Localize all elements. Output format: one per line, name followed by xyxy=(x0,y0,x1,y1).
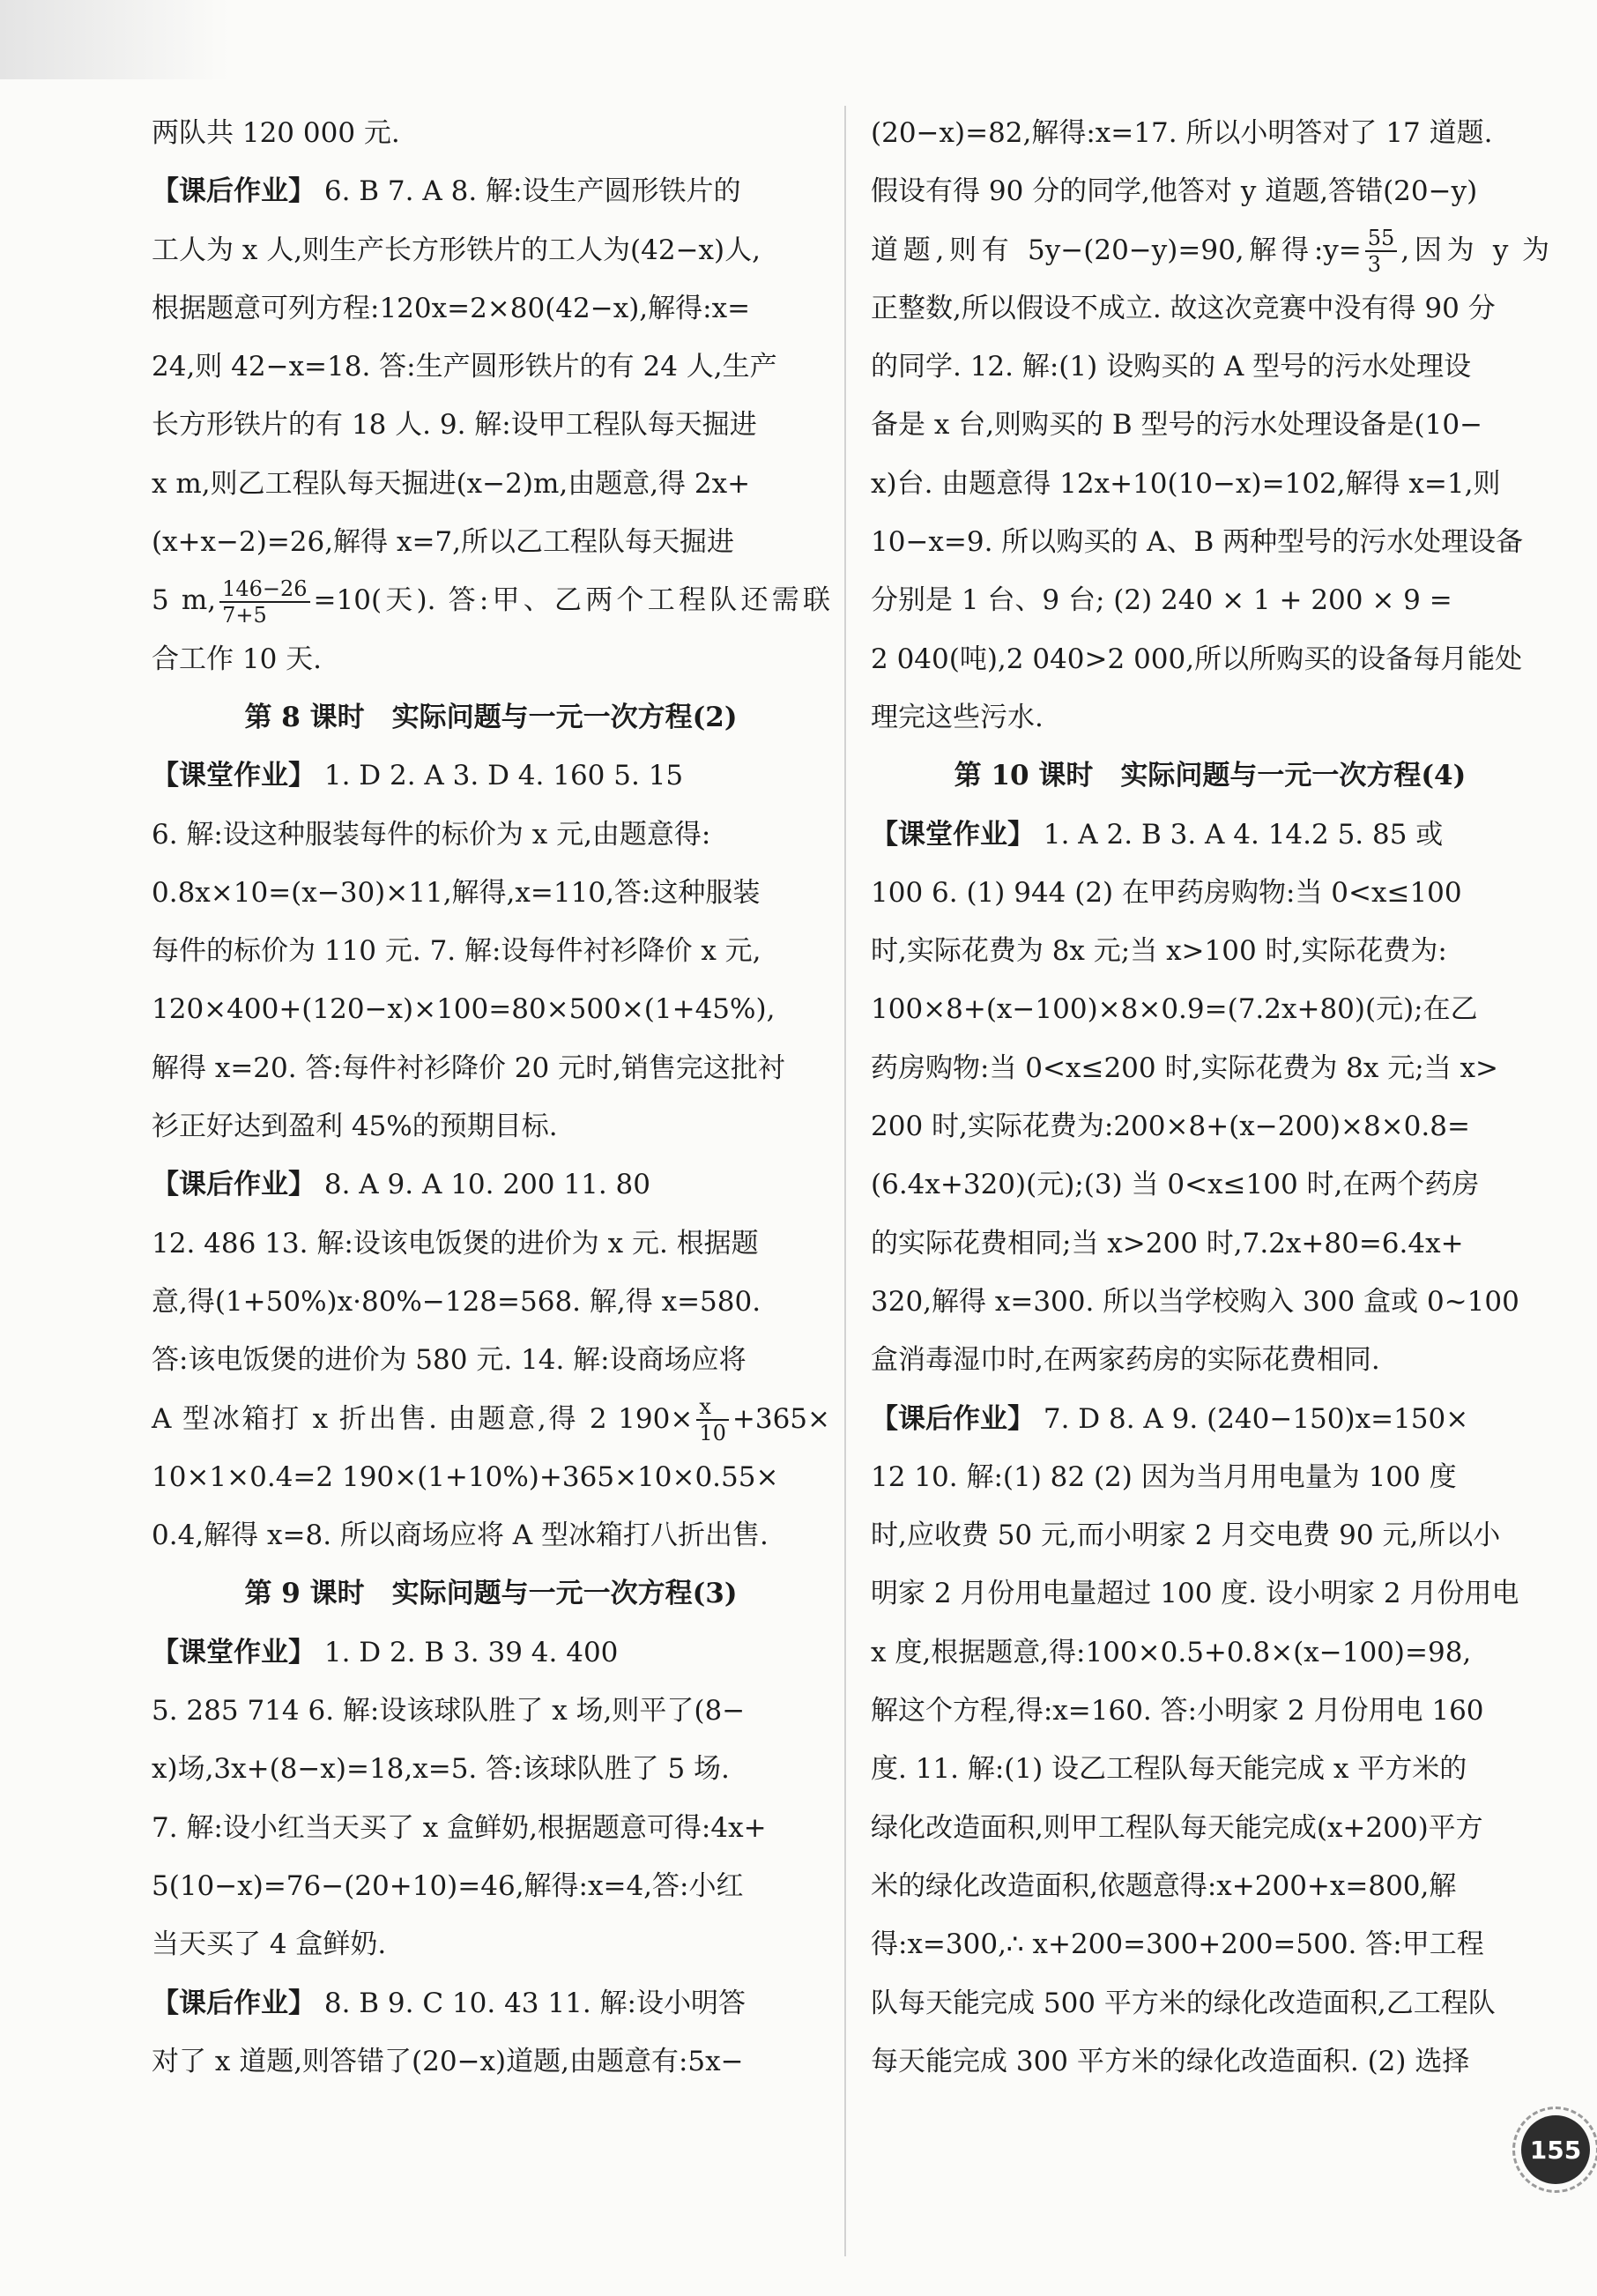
text-line: 意,得(1+50%)x·80%−128=568. 解,得 x=580. xyxy=(152,1285,761,1318)
text-line: 时,实际花费为 8x 元;当 x>100 时,实际花费为: xyxy=(871,935,1447,968)
text-line: 2 040(吨),2 040>2 000,所以所购买的设备每月能处 xyxy=(871,643,1523,675)
line-rest: 1. D 2. B 3. 39 4. 400 xyxy=(316,1636,619,1668)
fraction-after: ,因为 y 为 xyxy=(1400,234,1550,266)
text-line: 米的绿化改造面积,依题意得:x+200+x=800,解 xyxy=(871,1869,1457,1902)
text-line: 200 时,实际花费为:200×8+(x−200)×8×0.8= xyxy=(871,1111,1470,1143)
text-line: 药房购物:当 0<x≤200 时,实际花费为 8x 元;当 x> xyxy=(871,1051,1498,1084)
text-line: 明家 2 月份用电量超过 100 度. 设小明家 2 月份用电 xyxy=(871,1578,1519,1610)
line-rest: 8. A 9. A 10. 200 11. 80 xyxy=(316,1169,650,1201)
section-tag: 【课堂作业】 xyxy=(871,818,1035,851)
fraction-before: A 型冰箱打 x 折出售. 由题意,得 2 190× xyxy=(152,1402,694,1435)
fraction-numerator: 146−26 xyxy=(219,576,309,603)
text-line xyxy=(152,162,830,220)
text-line: 两队共 120 000 元. xyxy=(152,117,400,149)
text-line: 100 6. (1) 944 (2) 在甲药房购物:当 0<x≤100 xyxy=(871,876,1462,909)
fraction-after: +365× xyxy=(732,1402,830,1435)
fraction-before: 5 m, xyxy=(152,584,217,617)
section-tag: 【课堂作业】 xyxy=(152,760,316,792)
fraction-numerator: x xyxy=(696,1394,729,1421)
text-line: 0.4,解得 x=8. 所以商场应将 A 型冰箱打八折出售. xyxy=(152,1520,769,1552)
text-line: 解这个方程,得:x=160. 答:小明家 2 月份用电 160 xyxy=(871,1695,1484,1728)
text-line: 工人为 x 人,则生产长方形铁片的工人为(42−x)人, xyxy=(152,234,761,266)
text-line: 备是 x 台,则购买的 B 型号的污水处理设备是(10− xyxy=(871,409,1483,442)
left-column xyxy=(152,104,830,2091)
text-line: 5(10−x)=76−(20+10)=46,解得:x=4,答:小红 xyxy=(152,1869,744,1902)
line-rest: 8. B 9. C 10. 43 11. 解:设小明答 xyxy=(316,1987,746,2019)
right-column xyxy=(871,104,1549,2091)
fraction-before: 道题,则有 5y−(20−y)=90,解得:y= xyxy=(871,234,1362,266)
fraction xyxy=(219,576,309,628)
text-line: x)场,3x+(8−x)=18,x=5. 答:该球队胜了 5 场. xyxy=(152,1753,730,1786)
text-line: x 度,根据题意,得:100×0.5+0.8×(x−100)=98, xyxy=(871,1636,1472,1668)
text-line: 的同学. 12. 解:(1) 设购买的 A 型号的污水处理设 xyxy=(871,351,1472,383)
text-line xyxy=(871,1390,1549,1448)
text-line: 24,则 42−x=18. 答:生产圆形铁片的有 24 人,生产 xyxy=(152,351,777,383)
text-line: x)台. 由题意得 12x+10(10−x)=102,解得 x=1,则 xyxy=(871,467,1501,500)
text-line: 盒消毒湿巾时,在两家药房的实际花费相同. xyxy=(871,1344,1380,1377)
fraction xyxy=(1365,226,1398,277)
text-line: 12 10. 解:(1) 82 (2) 因为当月用电量为 100 度 xyxy=(871,1460,1457,1493)
section-tag: 【课后作业】 xyxy=(871,1402,1035,1435)
text-line: 度. 11. 解:(1) 设乙工程队每天能完成 x 平方米的 xyxy=(871,1753,1467,1786)
section-heading: 第 9 课时 实际问题与一元一次方程(3) xyxy=(244,1578,738,1610)
column-divider xyxy=(844,106,846,2256)
text-line: 根据题意可列方程:120x=2×80(42−x),解得:x= xyxy=(152,292,751,324)
text-line xyxy=(152,1974,830,2032)
text-line: 320,解得 x=300. 所以当学校购入 300 盒或 0~100 xyxy=(871,1285,1519,1318)
text-line xyxy=(152,747,830,805)
text-line: 时,应收费 50 元,而小明家 2 月交电费 90 元,所以小 xyxy=(871,1520,1501,1552)
fraction-denominator: 7+5 xyxy=(222,602,267,628)
text-line: 得:x=300,∴ x+200=300+200=500. 答:甲工程 xyxy=(871,1928,1484,1961)
text-line-fraction xyxy=(152,571,830,629)
text-line: 7. 解:设小红当天买了 x 盒鲜奶,根据题意可得:4x+ xyxy=(152,1811,767,1844)
page-number-badge xyxy=(1521,2115,1590,2184)
fraction-after: =10(天). 答:甲、乙两个工程队还需联 xyxy=(313,584,830,617)
text-line: 6. 解:设这种服装每件的标价为 x 元,由题意得: xyxy=(152,818,711,851)
text-line: 每件的标价为 110 元. 7. 解:设每件衬衫降价 x 元, xyxy=(152,935,761,968)
text-line: 队每天能完成 500 平方米的绿化改造面积,乙工程队 xyxy=(871,1987,1496,2019)
text-line xyxy=(152,1624,830,1682)
text-line: (6.4x+320)(元);(3) 当 0<x≤100 时,在两个药房 xyxy=(871,1169,1480,1201)
text-line: 合工作 10 天. xyxy=(152,643,323,675)
text-line: (20−x)=82,解得:x=17. 所以小明答对了 17 道题. xyxy=(871,117,1493,149)
text-line: 绿化改造面积,则甲工程队每天能完成(x+200)平方 xyxy=(871,1811,1483,1844)
text-line: 假设有得 90 分的同学,他答对 y 道题,答错(20−y) xyxy=(871,175,1478,208)
line-rest: 7. D 8. A 9. (240−150)x=150× xyxy=(1035,1402,1469,1435)
text-line: 分别是 1 台、9 台; (2) 240 × 1 + 200 × 9 = xyxy=(871,584,1452,617)
text-line: 每天能完成 300 平方米的绿化改造面积. (2) 选择 xyxy=(871,2045,1470,2077)
text-line-fraction xyxy=(871,221,1549,279)
section-tag: 【课后作业】 xyxy=(152,1169,316,1201)
text-line: 120×400+(120−x)×100=80×500×(1+45%), xyxy=(152,993,776,1026)
text-line: 0.8x×10=(x−30)×11,解得,x=110,答:这种服装 xyxy=(152,876,761,909)
line-rest: 6. B 7. A 8. 解:设生产圆形铁片的 xyxy=(316,175,741,208)
fraction-denominator: 10 xyxy=(699,1421,726,1446)
section-heading: 第 10 课时 实际问题与一元一次方程(4) xyxy=(954,760,1467,792)
fraction-denominator: 3 xyxy=(1367,252,1382,278)
text-line: 答:该电饭煲的进价为 580 元. 14. 解:设商场应将 xyxy=(152,1344,747,1377)
text-line: 100×8+(x−100)×8×0.9=(7.2x+80)(元);在乙 xyxy=(871,993,1478,1026)
section-heading: 第 8 课时 实际问题与一元一次方程(2) xyxy=(244,701,738,733)
text-line: 10−x=9. 所以购买的 A、B 两种型号的污水处理设备 xyxy=(871,526,1524,559)
text-line: 长方形铁片的有 18 人. 9. 解:设甲工程队每天掘进 xyxy=(152,409,757,442)
text-line: 理完这些污水. xyxy=(871,701,1044,733)
line-rest: 1. D 2. A 3. D 4. 160 5. 15 xyxy=(316,760,684,792)
text-line: 对了 x 道题,则答错了(20−x)道题,由题意有:5x− xyxy=(152,2045,744,2077)
page-number: 155 xyxy=(1529,2135,1582,2165)
text-line-fraction xyxy=(152,1390,830,1448)
text-line: 解得 x=20. 答:每件衬衫降价 20 元时,销售完这批衬 xyxy=(152,1051,785,1084)
corner-mark xyxy=(0,0,229,79)
text-line: (x+x−2)=26,解得 x=7,所以乙工程队每天掘进 xyxy=(152,526,734,559)
section-tag: 【课后作业】 xyxy=(152,175,316,208)
line-rest: 1. A 2. B 3. A 4. 14.2 5. 85 或 xyxy=(1035,818,1444,851)
text-line xyxy=(152,1155,830,1214)
text-line: 12. 486 13. 解:设该电饭煲的进价为 x 元. 根据题 xyxy=(152,1227,759,1259)
text-line: 正整数,所以假设不成立. 故这次竞赛中没有得 90 分 xyxy=(871,292,1496,324)
text-line xyxy=(871,806,1549,864)
text-line: 5. 285 714 6. 解:设该球队胜了 x 场,则平了(8− xyxy=(152,1695,746,1728)
section-tag: 【课堂作业】 xyxy=(152,1636,316,1668)
text-line: 10×1×0.4=2 190×(1+10%)+365×10×0.55× xyxy=(152,1460,779,1493)
text-line: 当天买了 4 盒鲜奶. xyxy=(152,1928,387,1961)
text-line: 的实际花费相同;当 x>200 时,7.2x+80=6.4x+ xyxy=(871,1227,1464,1259)
section-tag: 【课后作业】 xyxy=(152,1987,316,2019)
fraction xyxy=(696,1394,729,1445)
text-line: x m,则乙工程队每天掘进(x−2)m,由题意,得 2x+ xyxy=(152,467,751,500)
fraction-numerator: 55 xyxy=(1365,226,1398,252)
text-line: 衫正好达到盈利 45%的预期目标. xyxy=(152,1111,558,1143)
